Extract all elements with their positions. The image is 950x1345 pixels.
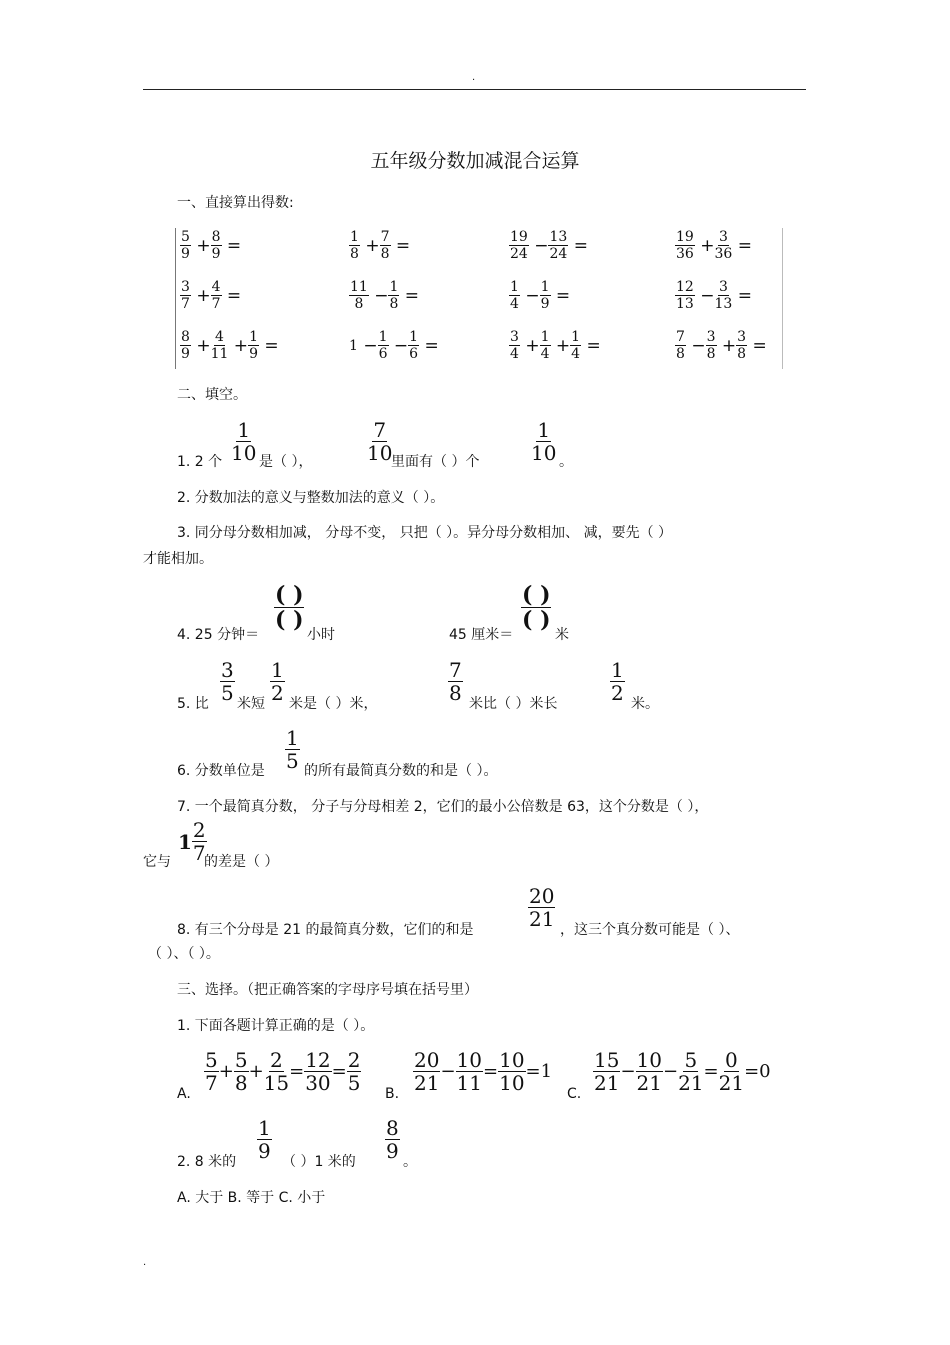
- fraction-7-8: $\frac{7}{8}$: [449, 658, 462, 705]
- fraction-3-5: $\frac{3}{5}$: [221, 658, 234, 705]
- fill-q7-line1: 7. 一个最简真分数， 分子与分母相差 2，它们的最小公倍数是 63，这个分数是（ ），: [177, 799, 709, 815]
- calc-item: $\frac{19}{36}$ + $\frac{3}{36}$ =: [676, 229, 752, 262]
- fraction-8-9: $\frac{8}{9}$: [386, 1116, 399, 1163]
- section-two-heading: 二、填空。: [177, 387, 247, 403]
- calc-item: $\frac{1}{4}$ − $\frac{1}{9}$ =: [510, 279, 571, 312]
- fill-q5-d: 米比（ ）米长: [469, 696, 558, 712]
- header-mark: .: [472, 72, 476, 83]
- fraction-1-2: $\frac{1}{2}$: [271, 658, 284, 705]
- fill-q4-d: 米: [555, 627, 569, 643]
- choice-q1: 1. 下面各题计算正确的是（ ）。: [177, 1018, 375, 1034]
- choice-q2-c: 。: [403, 1154, 417, 1170]
- blank-fraction: ( ) ( ): [522, 582, 551, 633]
- calc-item: $\frac{19}{24}$ − $\frac{13}{24}$ =: [510, 229, 588, 262]
- fill-q4-c: 45 厘米＝: [449, 627, 514, 643]
- fraction-1-10-b: $\frac{1}{10}$: [531, 418, 557, 465]
- fill-q5-b: 米短: [237, 696, 265, 712]
- fill-q5-a: 5. 比: [177, 696, 209, 712]
- section-three-heading: 三、选择。（把正确答案的字母序号填在括号里）: [177, 982, 478, 998]
- fraction-1-9: $\frac{1}{9}$: [258, 1116, 271, 1163]
- fill-q6-b: 的所有最简真分数的和是（ ）。: [304, 763, 498, 779]
- fill-q5-c: 米是（ ）米，: [289, 696, 378, 712]
- fill-q1-b: 是（ ），: [259, 454, 313, 470]
- fill-q8-line2: （ ）、（ ）。: [148, 946, 220, 962]
- fill-q8-line1-a: 8. 有三个分母是 21 的最简真分数，它们的和是: [177, 922, 474, 938]
- fill-q1-a: 1. 2 个: [177, 454, 223, 470]
- fill-q3-line1: 3. 同分母分数相加减， 分母不变， 只把（ ）。异分母分数相加、 减，要先（ ）: [177, 525, 673, 541]
- calc-item: $\frac{3}{4}$ + $\frac{1}{4}$ + $\frac{1}{4}$ =: [510, 329, 601, 362]
- fraction-1-5: $\frac{1}{5}$: [286, 726, 299, 773]
- calc-item: $\frac{8}{9}$ + $\frac{4}{11}$ + $\frac{1}{9}$ =: [181, 329, 279, 362]
- blank-fraction: ( ) ( ): [275, 582, 304, 633]
- fill-q5-e: 米。: [631, 696, 659, 712]
- fill-q7-line2-b: 的差是（ ）: [204, 854, 279, 870]
- calc-item: $\frac{12}{13}$ − $\frac{3}{13}$ =: [676, 279, 752, 312]
- calc-item: $\frac{5}{9}$ + $\frac{8}{9}$ =: [181, 229, 242, 262]
- header-rule: [143, 89, 806, 90]
- choice-q2-a: 2. 8 米的: [177, 1154, 237, 1170]
- calc-item: $\frac{11}{8}$ − $\frac{1}{8}$ =: [350, 279, 420, 312]
- option-c-expression: $\frac{15}{21}$ − $\frac{10}{21}$ − $\frac{5}{21}$ = $\frac{0}{21}$ =0: [594, 1048, 771, 1095]
- choice-q2-b: （ ）1 米的: [282, 1154, 356, 1170]
- fill-q7-line2-a: 它与: [143, 854, 171, 870]
- calc-item: 1 − $\frac{1}{6}$ − $\frac{1}{6}$ =: [349, 329, 439, 362]
- choice-q2-options: A. 大于 B. 等于 C. 小于: [177, 1190, 326, 1206]
- fraction-7-10: $\frac{7}{10}$: [367, 418, 393, 465]
- fill-q2: 2. 分数加法的意义与整数加法的意义（ ）。: [177, 490, 445, 506]
- choice-q1-option-a: A.: [177, 1086, 191, 1102]
- page-title: 五年级分数加减混合运算: [370, 150, 580, 172]
- fill-q1-c: 里面有（ ）个: [391, 454, 480, 470]
- fraction-1-2-b: $\frac{1}{2}$: [611, 658, 624, 705]
- fill-q4-a: 4. 25 分钟＝: [177, 627, 260, 643]
- calc-item: $\frac{7}{8}$ − $\frac{3}{8}$ + $\frac{3}{8}$ =: [676, 329, 767, 362]
- fill-q3-line2: 才能相加。: [143, 551, 213, 567]
- fill-q6-a: 6. 分数单位是: [177, 763, 265, 779]
- calc-grid: [175, 228, 783, 369]
- choice-q1-option-b: B.: [385, 1086, 400, 1102]
- footer-mark: .: [143, 1257, 147, 1268]
- section-one-heading: 一、直接算出得数:: [177, 195, 294, 211]
- fill-q8-line1-b: ，这三个真分数可能是（ ）、: [560, 922, 740, 938]
- calc-item: $\frac{3}{7}$ + $\frac{4}{7}$ =: [181, 279, 242, 312]
- fraction-1-10: $\frac{1}{10}$: [231, 418, 257, 465]
- calc-item: $\frac{1}{8}$ + $\frac{7}{8}$ =: [350, 229, 411, 262]
- option-a-expression: $\frac{5}{7}$ + $\frac{5}{8}$ + $\frac{2}{15}$ = $\frac{12}{30}$ = $\frac{2}{5}$: [205, 1048, 361, 1095]
- option-b-expression: $\frac{20}{21}$ − $\frac{10}{11}$ = $\frac{10}{10}$ =1: [414, 1048, 553, 1095]
- mixed-number-1-2-7: 1 $\frac{2}{7}$: [178, 818, 206, 865]
- fill-q4-b: 小时: [307, 627, 335, 643]
- fill-q1-d: 。: [559, 454, 573, 470]
- choice-q1-option-c: C.: [567, 1086, 582, 1102]
- fraction-20-21: $\frac{20}{21}$: [529, 884, 555, 931]
